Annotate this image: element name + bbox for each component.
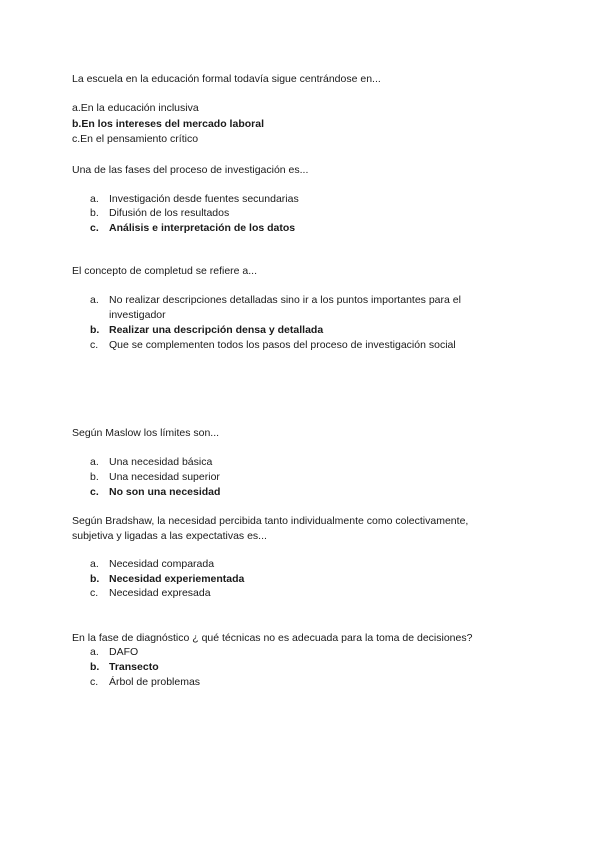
question-4-prompt: Según Maslow los límites son... — [72, 427, 220, 439]
option-letter: c. — [90, 222, 99, 234]
option-letter: a. — [90, 193, 99, 205]
question-1-prompt: La escuela en la educación formal todavía sigue centrándose en... — [72, 73, 381, 85]
option-letter: c. — [90, 676, 99, 688]
option-letter: a. — [90, 294, 99, 306]
option-letter: b. — [90, 661, 100, 673]
question-6-prompt: En la fase de diagnóstico ¿ qué técnicas no es adecuada para la toma de decisiones? — [72, 632, 473, 644]
option-text: Una necesidad superior — [109, 471, 220, 483]
option-letter: a. — [90, 646, 99, 658]
option-text-continuation: investigador — [109, 309, 166, 321]
option-text: Una necesidad básica — [109, 456, 213, 468]
option-text: Árbol de problemas — [109, 676, 201, 688]
question-5-prompt-line2: subjetiva y ligadas a las expectativas es... — [72, 530, 267, 542]
option-text: Análisis e interpretación de los datos — [109, 222, 296, 234]
option-letter: a. — [90, 558, 99, 570]
option-text: No realizar descripciones detalladas sino ir a los puntos importantes para el — [109, 294, 461, 306]
question-1-option-c: c.En el pensamiento crítico — [72, 133, 199, 145]
option-letter: c. — [90, 587, 99, 599]
question-2-prompt: Una de las fases del proceso de investigación es... — [72, 164, 309, 176]
question-1-option-a: a.En la educación inclusiva — [72, 102, 199, 114]
option-letter: a. — [90, 456, 99, 468]
option-text: Difusión de los resultados — [109, 207, 230, 219]
question-1-option-b-correct: b.En los intereses del mercado laboral — [72, 118, 264, 130]
option-text: No son una necesidad — [109, 486, 221, 498]
question-3-prompt: El concepto de completud se refiere a... — [72, 265, 258, 277]
option-letter: b. — [90, 471, 99, 483]
option-text: Necesidad expresada — [109, 587, 211, 599]
option-text: Necesidad experiementada — [109, 573, 245, 585]
option-text: Necesidad comparada — [109, 558, 215, 570]
option-text: Investigación desde fuentes secundarias — [109, 193, 299, 205]
option-text: DAFO — [109, 646, 139, 658]
option-letter: c. — [90, 339, 99, 351]
option-letter: b. — [90, 207, 99, 219]
option-letter: c. — [90, 486, 99, 498]
option-text: Realizar una descripción densa y detallada — [109, 324, 324, 336]
option-letter: b. — [90, 573, 100, 585]
option-text: Transecto — [109, 661, 159, 673]
option-letter: b. — [90, 324, 100, 336]
option-text: Que se complementen todos los pasos del proceso de investigación social — [109, 339, 456, 351]
question-5-prompt: Según Bradshaw, la necesidad percibida tanto individualmente como colectivamente, — [72, 515, 469, 527]
